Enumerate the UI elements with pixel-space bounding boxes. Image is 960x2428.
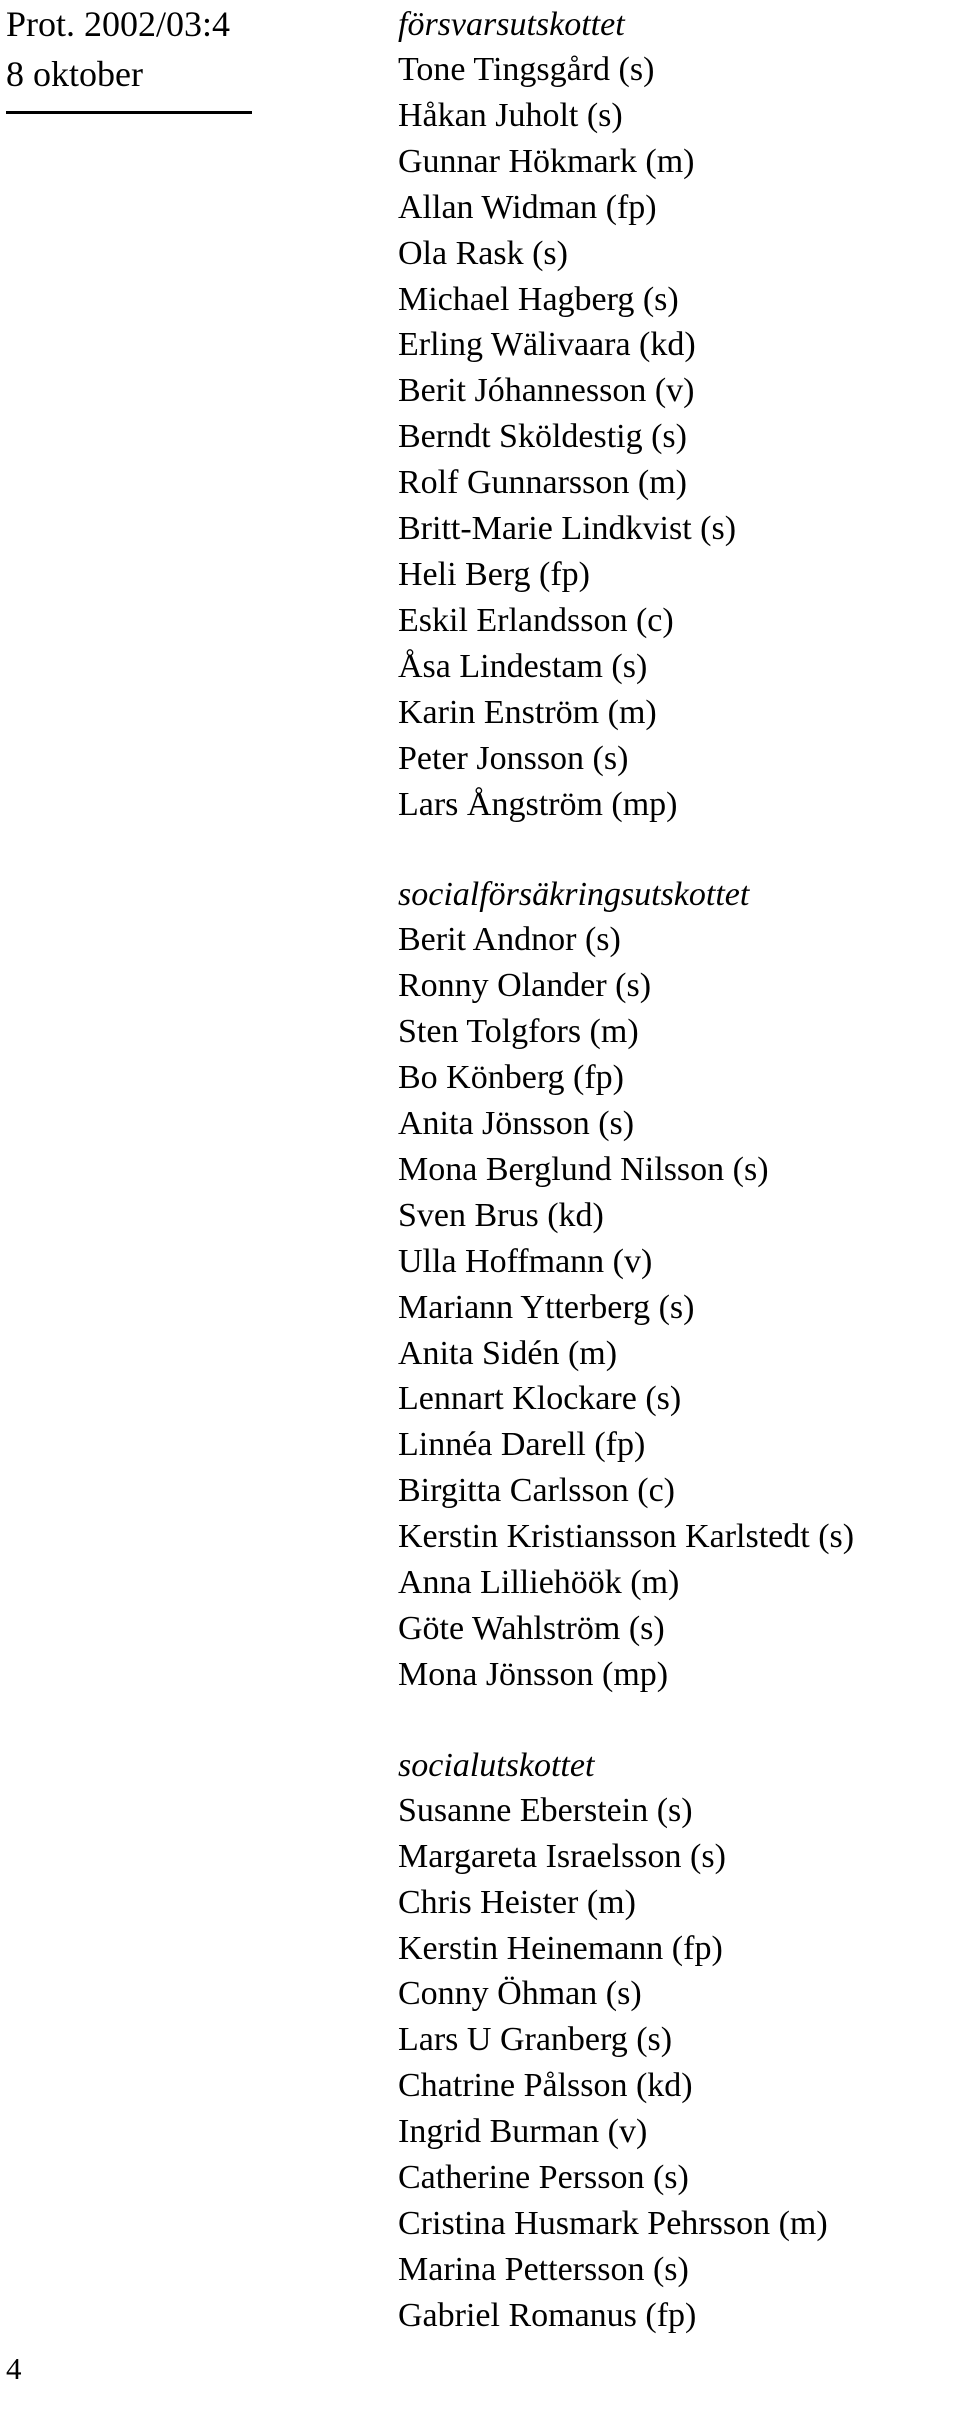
member-entry: Anita Jönsson (s) bbox=[398, 1105, 635, 1143]
member-entry: Lars Ångström (mp) bbox=[398, 785, 678, 823]
member-list bbox=[398, 917, 948, 1697]
committee-section-socialforsakring bbox=[398, 872, 948, 1697]
committee-list bbox=[398, 2, 948, 2339]
member-entry: Anita Sidén (m) bbox=[398, 1334, 618, 1372]
committee-title: försvarsutskottet bbox=[398, 6, 625, 43]
member-entry: Anna Lilliehöök (m) bbox=[398, 1564, 680, 1602]
member-entry: Ola Rask (s) bbox=[398, 234, 568, 272]
committee-section-social bbox=[398, 1743, 948, 2339]
member-entry: Sven Brus (kd) bbox=[398, 1196, 604, 1234]
member-entry: Kerstin Heinemann (fp) bbox=[398, 1929, 723, 1967]
member-entry: Chatrine Pålsson (kd) bbox=[398, 2067, 693, 2105]
member-entry: Margareta Israelsson (s) bbox=[398, 1837, 726, 1875]
session-date: 8 oktober bbox=[6, 54, 143, 94]
member-entry: Chris Heister (m) bbox=[398, 1883, 636, 1921]
member-entry: Marina Pettersson (s) bbox=[398, 2250, 689, 2288]
member-entry: Catherine Persson (s) bbox=[398, 2159, 689, 2197]
protocol-number: Prot. 2002/03:4 bbox=[6, 4, 231, 44]
member-entry: Mona Jönsson (mp) bbox=[398, 1655, 669, 1693]
member-entry: Mona Berglund Nilsson (s) bbox=[398, 1150, 769, 1188]
member-entry: Lars U Granberg (s) bbox=[398, 2021, 673, 2059]
member-entry: Tone Tingsgård (s) bbox=[398, 51, 655, 88]
member-entry: Eskil Erlandsson (c) bbox=[398, 601, 674, 639]
member-entry: Britt-Marie Lindkvist (s) bbox=[398, 510, 737, 548]
member-entry: Erling Wälivaara (kd) bbox=[398, 326, 696, 364]
page-number: 4 bbox=[6, 2351, 22, 2386]
member-entry: Birgitta Carlsson (c) bbox=[398, 1472, 675, 1510]
member-entry: Heli Berg (fp) bbox=[398, 555, 590, 593]
committee-section-forsvar bbox=[398, 2, 948, 827]
member-list bbox=[398, 1788, 948, 2339]
member-entry: Ingrid Burman (v) bbox=[398, 2113, 648, 2151]
member-entry: Kerstin Kristiansson Karlstedt (s) bbox=[398, 1518, 855, 1556]
member-entry: Sten Tolgfors (m) bbox=[398, 1013, 639, 1051]
member-entry: Conny Öhman (s) bbox=[398, 1975, 642, 2013]
member-entry: Åsa Lindestam (s) bbox=[398, 647, 648, 685]
member-entry: Michael Hagberg (s) bbox=[398, 280, 679, 318]
member-entry: Berit Andnor (s) bbox=[398, 921, 621, 959]
member-entry: Lennart Klockare (s) bbox=[398, 1380, 682, 1418]
member-entry: Ulla Hoffmann (v) bbox=[398, 1242, 653, 1280]
member-entry: Peter Jonsson (s) bbox=[398, 739, 629, 777]
member-entry: Berndt Sköldestig (s) bbox=[398, 418, 687, 456]
member-entry: Allan Widman (fp) bbox=[398, 188, 657, 226]
member-entry: Rolf Gunnarsson (m) bbox=[398, 464, 687, 502]
committee-title: socialutskottet bbox=[398, 1746, 595, 1784]
member-entry: Berit Jóhannesson (v) bbox=[398, 372, 695, 410]
committee-title: socialförsäkringsutskottet bbox=[398, 876, 750, 914]
member-entry: Håkan Juholt (s) bbox=[398, 96, 623, 134]
member-entry: Gabriel Romanus (fp) bbox=[398, 2296, 697, 2334]
member-entry: Linnéa Darell (fp) bbox=[398, 1426, 646, 1464]
member-entry: Göte Wahlström (s) bbox=[398, 1610, 665, 1647]
margin-divider bbox=[6, 111, 252, 114]
member-entry: Susanne Eberstein (s) bbox=[398, 1791, 693, 1829]
member-entry: Mariann Ytterberg (s) bbox=[398, 1288, 695, 1326]
member-entry: Gunnar Hökmark (m) bbox=[398, 142, 695, 180]
member-entry: Cristina Husmark Pehrsson (m) bbox=[398, 2204, 828, 2242]
member-entry: Karin Enström (m) bbox=[398, 693, 657, 731]
member-list bbox=[398, 47, 948, 827]
member-entry: Bo Könberg (fp) bbox=[398, 1059, 624, 1097]
member-entry: Ronny Olander (s) bbox=[398, 967, 652, 1005]
